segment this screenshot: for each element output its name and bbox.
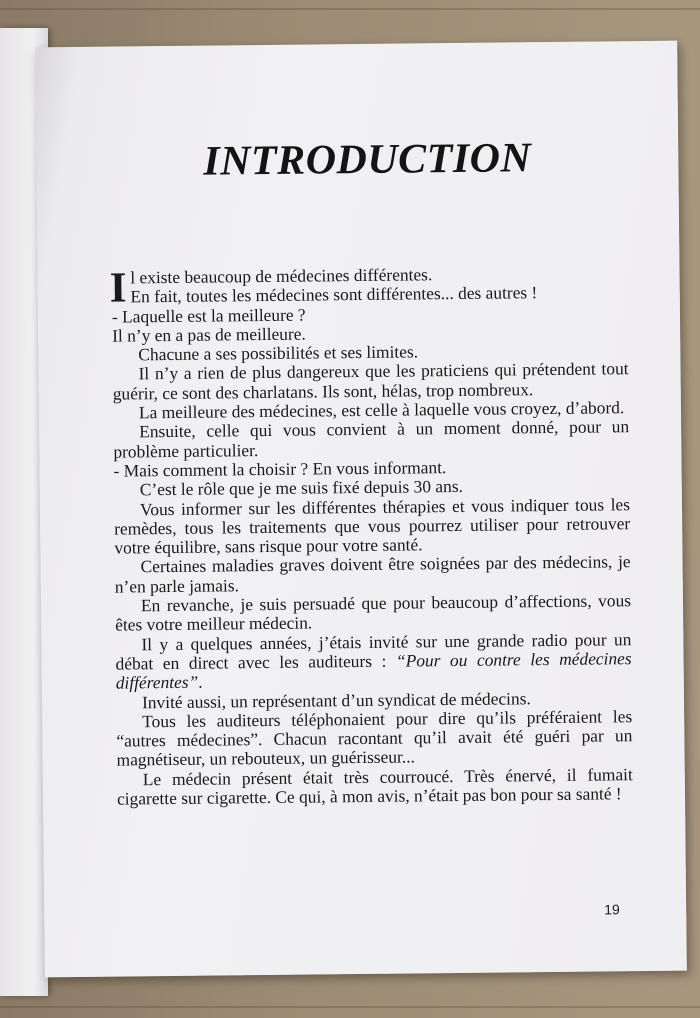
radio-intro: Il y a quelques années, j’étais invité sur une grande radio pour un débat en direct avec les auditeurs : <box>115 628 632 674</box>
paragraph: Ensuite, celle qui vous convient à un moment donné, pour un problème particulier. <box>113 416 630 462</box>
opening-paragraph <box>109 263 627 312</box>
paragraph: Il n’y en a pas de meilleure. <box>112 323 306 346</box>
paragraph: C’est le rôle que je me suis fixé depuis 30 ans. <box>139 476 463 500</box>
radio-paragraph <box>115 630 632 693</box>
radio-quote: “Pour ou contre les médecines différentes” <box>115 648 632 693</box>
body-text <box>111 263 633 809</box>
paragraph: Invité aussi, un représentant d’un syndicat de médecins. <box>141 687 531 712</box>
paragraph: Certaines maladies graves doivent être soignées par des médecins, je n’en parle jamais. <box>114 551 631 597</box>
wood-grain <box>0 8 700 10</box>
paragraph: - Mais comment la choisir ? En vous informant. <box>113 457 447 481</box>
opening-line: l existe beaucoup de médecines différentes. <box>130 264 433 288</box>
opening-second-line: En fait, toutes les médecines sont différentes... des autres ! <box>130 282 538 307</box>
paragraph: Vous informer sur les différentes thérapies et vous indiquer tous les remèdes, tous les traitements que vous pourrez utiliser pour retrouver votre équilibre, sans risque pour votre santé. <box>114 493 631 558</box>
paragraph: - Laquelle est la meilleure ? <box>111 304 306 327</box>
paragraph: En revanche, je suis persuadé que pour beaucoup d’affections, vous êtes votre meilleur médecin. <box>115 590 632 635</box>
paragraph: La meilleure des médecines, est celle à laquelle vous croyez, d’abord. <box>138 397 625 423</box>
paragraph: Chacune a ses possibilités et ses limites. <box>138 341 419 365</box>
page-number: 19 <box>604 901 620 918</box>
drop-cap: I <box>109 264 127 312</box>
paragraph: Le médecin présent était très courroucé. Très énervé, il fumait cigarette sur cigarette. Ce qui, à mon avis, n’était pas bon pour sa santé ! <box>116 763 633 809</box>
book-page <box>35 41 687 978</box>
paragraph: Tous les auditeurs téléphonaient pour dire qu’ils préféraient les “autres médecines”. Chacun racontant qu’il avait été guéri par un magnétiseur, un rebouteux, un guérisseur... <box>116 706 633 770</box>
radio-end: . <box>198 671 203 692</box>
chapter-title: INTRODUCTION <box>203 135 532 185</box>
wood-grain <box>0 1006 700 1008</box>
paragraph: Il n’y a rien de plus dangereux que les praticiens qui prétendent tout guérir, ce sont des charlatans. Ils sont, hélas, trop nombreux. <box>112 358 629 404</box>
